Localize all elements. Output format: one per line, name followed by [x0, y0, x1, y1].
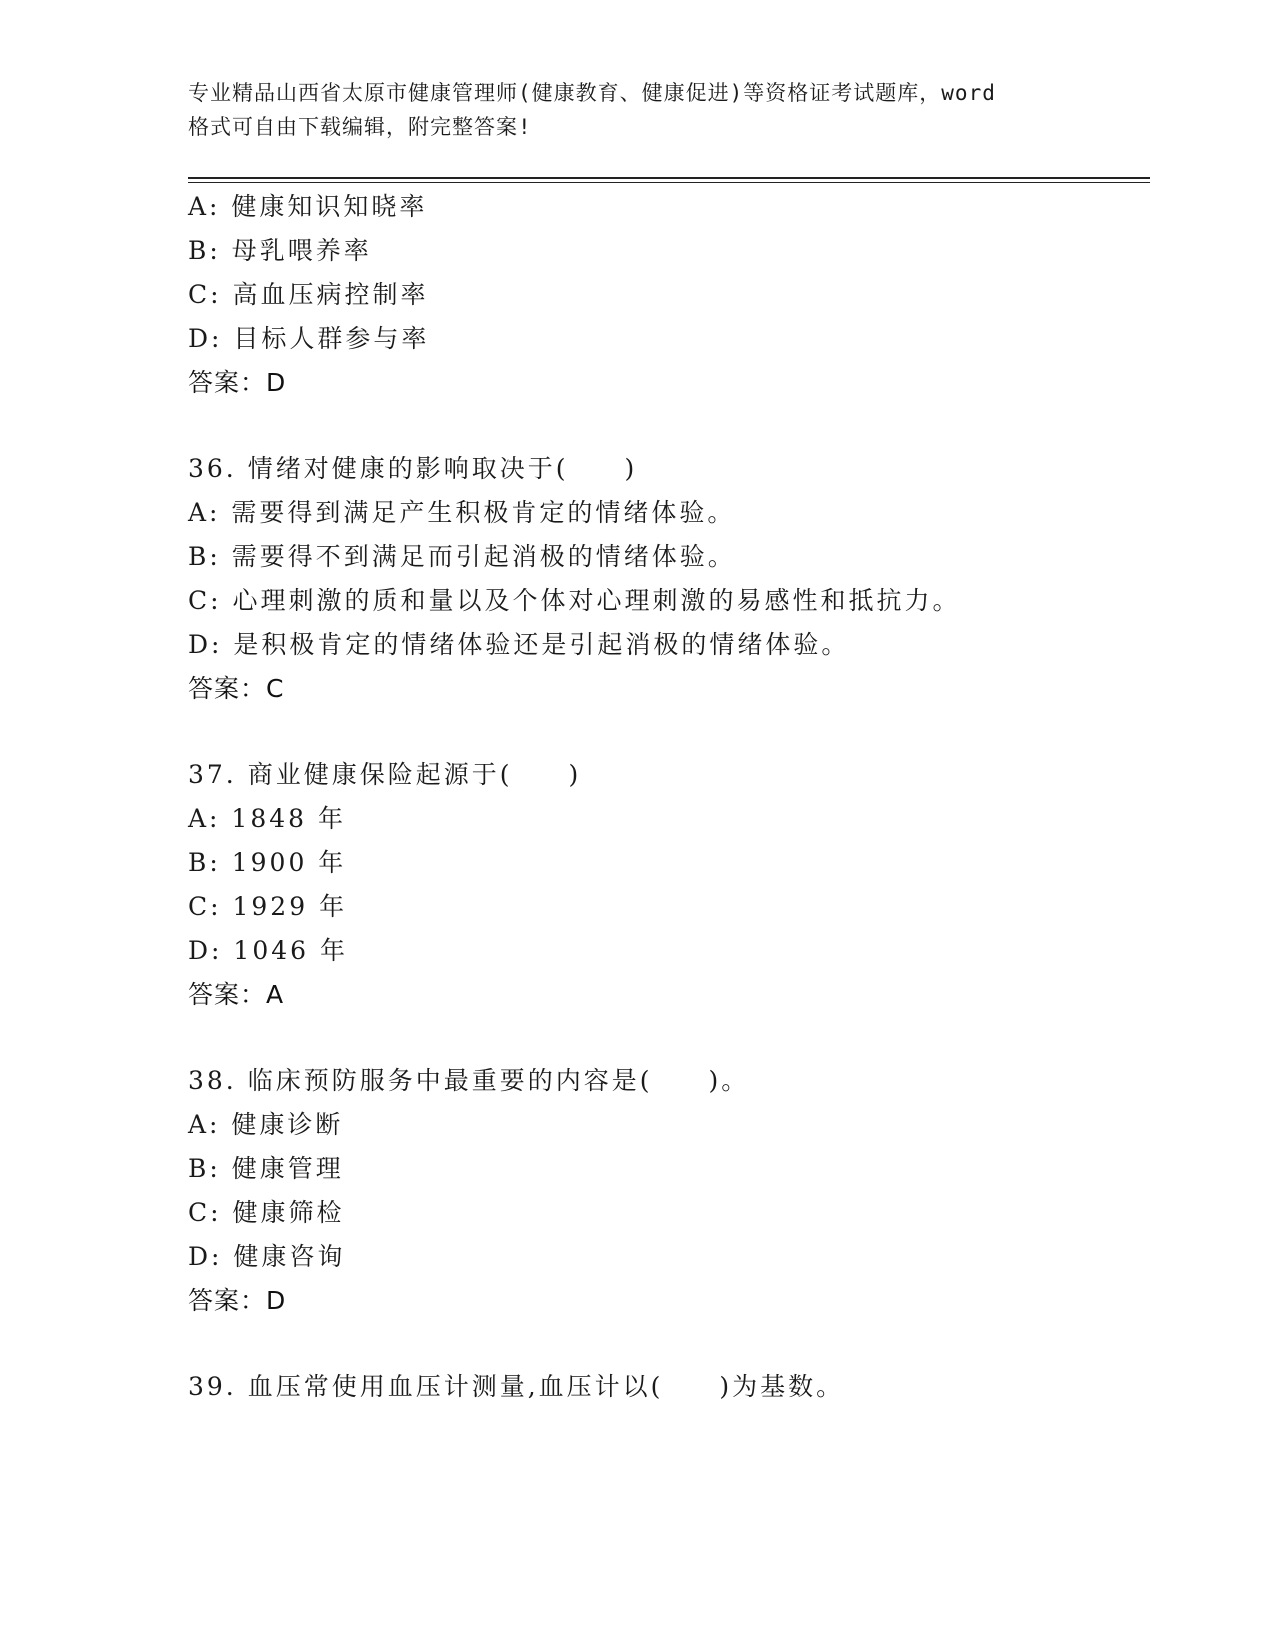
- q37-option-c: C: 1929 年: [188, 892, 348, 921]
- header-divider-thick: [188, 177, 1150, 179]
- q37-option-a: A: 1848 年: [188, 804, 346, 833]
- q37-option-d: D: 1046 年: [188, 936, 348, 965]
- q36-option-a: A: 需要得到满足产生积极肯定的情绪体验。: [188, 498, 736, 527]
- q35-option-c: C: 高血压病控制率: [188, 280, 429, 309]
- q36-option-c: C: 心理刺激的质和量以及个体对心理刺激的易感性和抵抗力。: [188, 586, 961, 615]
- header-divider-thin: [188, 182, 1150, 183]
- q37-option-b: B: 1900 年: [188, 848, 347, 877]
- q36-option-d: D: 是积极肯定的情绪体验还是引起消极的情绪体验。: [188, 630, 850, 659]
- q35-option-d: D: 目标人群参与率: [188, 324, 430, 353]
- q35-answer: 答案：D: [188, 368, 287, 397]
- q36-option-b: B: 需要得不到满足而引起消极的情绪体验。: [188, 542, 736, 571]
- q38-option-a: A: 健康诊断: [188, 1110, 344, 1139]
- header-line-1: 专业精品山西省太原市健康管理师(健康教育、健康促进)等资格证考试题库，word: [188, 81, 996, 105]
- header-line-2: 格式可自由下载编辑，附完整答案!: [188, 115, 532, 139]
- q36-question: 36. 情绪对健康的影响取决于( ): [188, 454, 638, 483]
- q38-option-b: B: 健康管理: [188, 1154, 344, 1183]
- q36-answer: 答案：C: [188, 674, 285, 703]
- q39-question: 39. 血压常使用血压计测量,血压计以( )为基数。: [188, 1372, 845, 1401]
- q38-option-d: D: 健康咨询: [188, 1242, 346, 1271]
- q38-answer: 答案：D: [188, 1286, 287, 1315]
- q35-option-a: A: 健康知识知晓率: [188, 192, 428, 221]
- q35-option-b: B: 母乳喂养率: [188, 236, 372, 265]
- q37-answer: 答案：A: [188, 980, 285, 1009]
- q38-question: 38. 临床预防服务中最重要的内容是( )。: [188, 1066, 750, 1095]
- q37-question: 37. 商业健康保险起源于( ): [188, 760, 582, 789]
- q38-option-c: C: 健康筛检: [188, 1198, 345, 1227]
- document-header: [188, 76, 1088, 144]
